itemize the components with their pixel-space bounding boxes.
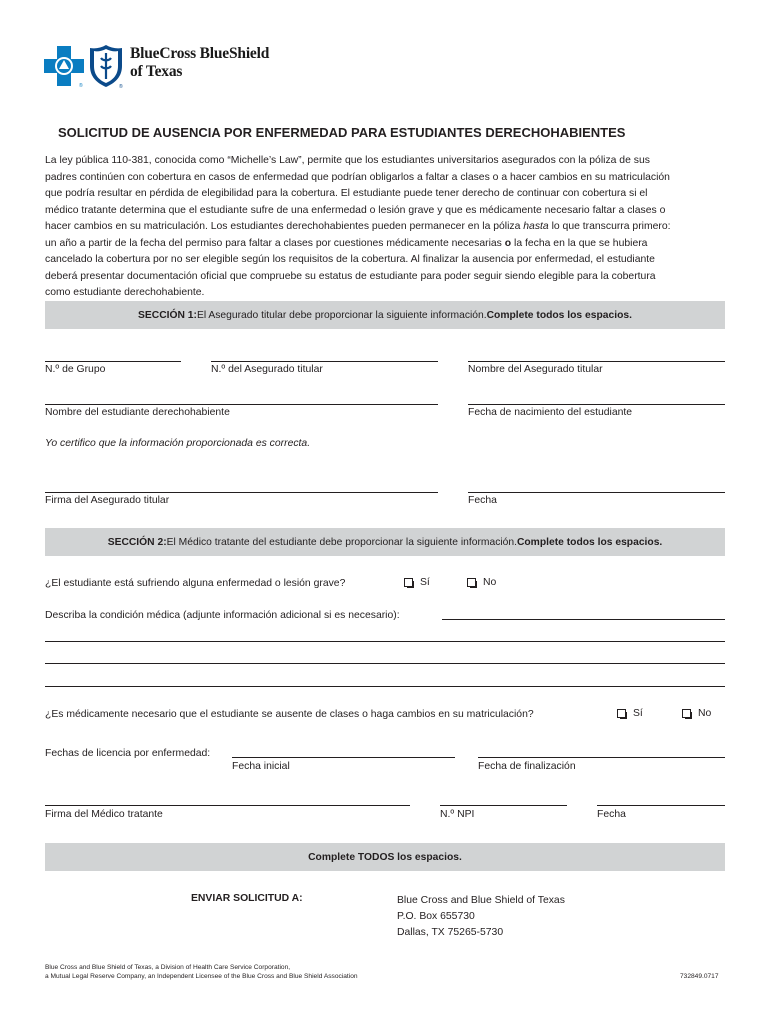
end-date-field[interactable] xyxy=(478,757,725,758)
member-signature-label: Firma del Asegurado titular xyxy=(45,495,170,506)
physician-signature-field[interactable] xyxy=(45,805,410,806)
member-date-field[interactable] xyxy=(468,492,725,493)
intro-line: La ley pública 110-381, conocida como “Michelle’s Law”, permite que los estudiantes universitarios asegurados con la póliza de sus xyxy=(45,155,650,166)
student-name-field[interactable] xyxy=(45,404,438,405)
complete-all-banner: Complete TODOS los espacios. xyxy=(45,843,725,871)
serious-illness-question: ¿El estudiante está sufriendo alguna enfermedad o lesión grave? xyxy=(45,578,346,589)
member-signature-field[interactable] xyxy=(45,492,438,493)
member-name-field[interactable] xyxy=(468,361,725,362)
medically-necessary-no-option[interactable]: No xyxy=(682,708,711,719)
intro-line: deberá presentar documentación oficial que compruebe su estatus de estudiante para poder seguir siendo elegible para la cobertura xyxy=(45,270,656,282)
blue-cross-logo-icon xyxy=(44,46,84,88)
legal-line: a Mutual Legal Reserve Company, an Independent Licensee of the Blue Cross and Blue Shield Association xyxy=(45,973,358,980)
medically-necessary-question: ¿Es médicamente necesario que el estudiante se ausente de clases o haga cambios en su matriculación? xyxy=(45,709,534,720)
address-line: P.O. Box 655730 xyxy=(397,911,475,922)
section-2-header: SECCIÓN 2: El Médico tratante del estudiante debe proporcionar la siguiente información. Complete todos los espacios. xyxy=(45,528,725,556)
intro-line: médico tratante determina que el estudiante sufre de una enfermedad o lesión grave y que es médicamente necesario faltar a clases o xyxy=(45,204,666,216)
member-date-label: Fecha xyxy=(468,495,497,506)
leave-dates-label: Fechas de licencia por enfermedad: xyxy=(45,748,211,759)
svg-text:®: ® xyxy=(119,84,123,88)
group-number-field[interactable] xyxy=(45,361,181,362)
describe-condition-line[interactable] xyxy=(45,663,725,664)
intro-paragraph xyxy=(45,153,735,302)
student-dob-label: Fecha de nacimiento del estudiante xyxy=(468,407,633,418)
form-title: SOLICITUD DE AUSENCIA POR ENFERMEDAD PARA ESTUDIANTES DERECHOHABIENTES xyxy=(58,125,626,140)
checkbox-icon[interactable] xyxy=(404,578,414,588)
intro-line: que podría resultar en pérdida de elegibilidad para la cobertura. El estudiante puede tener derecho de continuar con cobertura si el xyxy=(45,188,648,199)
certification-text: Yo certifico que la información proporcionada es correcta. xyxy=(45,438,311,449)
serious-illness-yes-option[interactable]: Sí xyxy=(404,577,430,588)
logo xyxy=(44,44,294,90)
describe-condition-line[interactable] xyxy=(45,641,725,642)
physician-date-label: Fecha xyxy=(597,809,626,820)
physician-date-field[interactable] xyxy=(597,805,725,806)
medically-necessary-yes-option[interactable]: Sí xyxy=(617,708,643,719)
describe-condition-field[interactable] xyxy=(442,619,725,620)
section-1-header: SECCIÓN 1: El Asegurado titular debe proporcionar la siguiente información. Complete todos los espacios. xyxy=(45,301,725,329)
group-number-label: N.º de Grupo xyxy=(45,364,106,375)
checkbox-icon[interactable] xyxy=(682,709,692,719)
physician-signature-label: Firma del Médico tratante xyxy=(45,809,163,820)
member-name-label: Nombre del Asegurado titular xyxy=(468,364,603,375)
end-date-label: Fecha de finalización xyxy=(478,761,576,772)
start-date-field[interactable] xyxy=(232,757,455,758)
serious-illness-no-option[interactable]: No xyxy=(467,577,496,588)
checkbox-icon[interactable] xyxy=(467,578,477,588)
legal-footer xyxy=(45,963,358,981)
student-dob-field[interactable] xyxy=(468,404,725,405)
member-number-label: N.º del Asegurado titular xyxy=(211,364,323,375)
intro-line: como estudiante derechohabiente. xyxy=(45,287,205,298)
describe-condition-label: Describa la condición médica (adjunte información adicional si es necesario): xyxy=(45,610,400,621)
brand-region: of Texas xyxy=(130,63,183,80)
checkbox-icon[interactable] xyxy=(617,709,627,719)
legal-line: Blue Cross and Blue Shield of Texas, a Division of Health Care Service Corporation, xyxy=(45,964,291,971)
address-line: Blue Cross and Blue Shield of Texas xyxy=(397,895,565,906)
intro-line: cancelado la cobertura por no ser elegible según los requisitos de la cobertura. Al finalizar la ausencia por enfermedad, el estudiante xyxy=(45,254,655,265)
intro-line: un año a partir de la fecha del permiso para faltar a clases por cuestiones médicamente necesarias o la fecha en la que se hubiera xyxy=(45,237,648,249)
member-number-field[interactable] xyxy=(211,361,438,362)
send-to-label: ENVIAR SOLICITUD A: xyxy=(191,893,303,904)
npi-field[interactable] xyxy=(440,805,567,806)
describe-condition-line[interactable] xyxy=(45,686,725,687)
blue-shield-logo-icon xyxy=(89,44,123,88)
mailing-address xyxy=(397,893,565,941)
intro-line: hacer cambios en su matriculación. Los estudiantes derechohabientes pueden permanecer en la póliza hasta lo que transcurra primero: xyxy=(45,221,671,232)
start-date-label: Fecha inicial xyxy=(232,761,290,772)
npi-label: N.º NPI xyxy=(440,809,475,820)
form-code: 732849.0717 xyxy=(680,973,719,980)
svg-text:®: ® xyxy=(79,83,83,88)
address-line: Dallas, TX 75265-5730 xyxy=(397,927,504,938)
student-name-label: Nombre del estudiante derechohabiente xyxy=(45,407,230,418)
intro-line: padres continúen con cobertura en casos de enfermedad que podrían obligarlos a faltar a clases o a hacer cambios en su matriculación xyxy=(45,171,670,183)
brand-name: BlueCross BlueShield xyxy=(130,45,270,62)
